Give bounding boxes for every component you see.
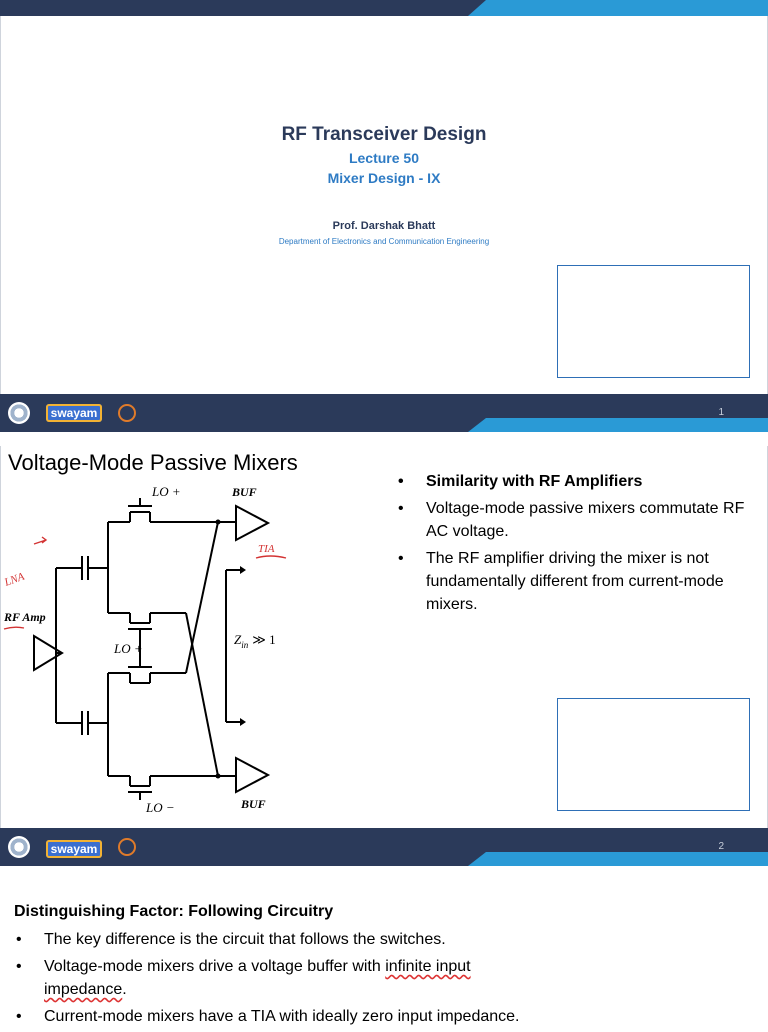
page-number: 1 [718, 407, 724, 418]
nptel-logo-icon [118, 838, 136, 856]
bullet-text: Voltage-mode mixers drive a voltage buffer with [44, 958, 386, 975]
professor-name: Prof. Darshak Bhatt [332, 220, 436, 232]
department-name: Department of Electronics and Communication Engineering [278, 237, 490, 246]
bullet-text: . [122, 981, 127, 998]
bullet-item: • Current-mode mixers have a TIA with ideally zero input impedance. [14, 1005, 754, 1028]
footer-accent [468, 852, 768, 866]
slide-title: Voltage-Mode Passive Mixers [8, 450, 298, 475]
iit-logo-icon [8, 402, 30, 424]
bullet-list [14, 928, 754, 1032]
lecture-topic: Mixer Design - IX [327, 170, 441, 186]
label-rf-amp: RF Amp [4, 610, 46, 624]
annotation-lna: LNA [2, 570, 26, 589]
annotation-tia: TIA [258, 543, 275, 555]
nptel-logo-icon [118, 404, 136, 422]
top-banner [0, 0, 768, 16]
video-placeholder-box [557, 265, 750, 378]
video-placeholder-box [557, 698, 750, 811]
slide-footer [0, 828, 768, 866]
label-lo: LO + [114, 641, 143, 656]
bullet-item: • Voltage-mode passive mixers commutate RF AC voltage. [396, 497, 762, 543]
buffer-bottom-symbol [236, 758, 268, 792]
banner-accent [468, 0, 768, 16]
bullet-item [14, 955, 754, 1001]
label-lo-plus: LO + [152, 484, 181, 499]
slide-title: RF Transceiver Design [281, 124, 487, 145]
label-zin: $Z_{in}$ ≫ 1 [234, 632, 276, 650]
iit-logo-icon [8, 836, 30, 858]
label-buf-bottom: BUF [241, 797, 266, 811]
bullet-item: • The key difference is the circuit that follows the switches. [14, 928, 754, 951]
page-number: 2 [718, 841, 724, 852]
bullet-list [396, 470, 762, 620]
footer-accent [468, 418, 768, 432]
section-heading: Distinguishing Factor: Following Circuitry [14, 903, 334, 920]
lecture-number: Lecture 50 [348, 150, 420, 166]
annotation-arrow [34, 537, 46, 544]
label-buf-top: BUF [232, 485, 257, 499]
swayam-logo: swayam [46, 840, 102, 858]
slide-footer [0, 394, 768, 432]
swayam-logo: swayam [46, 404, 102, 422]
label-lo-minus: LO − [146, 800, 175, 815]
annotation-underline [4, 627, 24, 629]
buffer-top-symbol [236, 506, 268, 540]
bullet-item: • The RF amplifier driving the mixer is not fundamentally different from current-mode mixers. [396, 547, 762, 616]
annotation-underline [256, 556, 286, 558]
bullet-text-underlined: impedance [44, 981, 123, 998]
bullet-text-underlined: infinite input [385, 958, 471, 975]
mixer-circuit-diagram [0, 478, 380, 820]
bullet-item: • Similarity with RF Amplifiers [396, 470, 762, 493]
